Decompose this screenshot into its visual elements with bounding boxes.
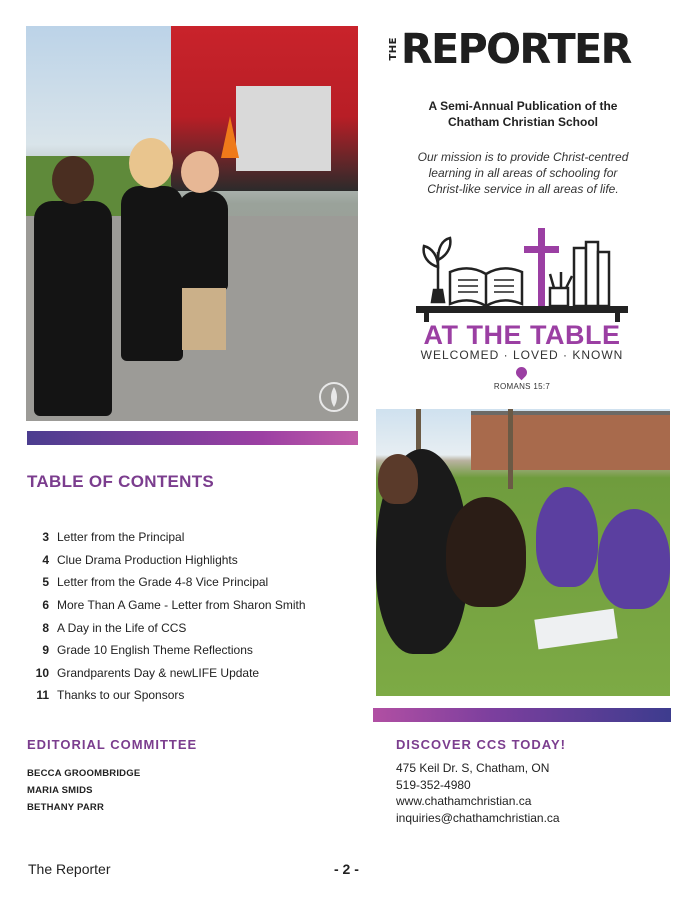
toc-page-number: 5 (42, 575, 49, 590)
mission-line-2: learning in all areas of schooling for (428, 166, 618, 180)
child-3-head (181, 151, 219, 193)
toc-item-title: A Day in the Life of CCS (57, 620, 187, 635)
kids-fire-truck-photo (26, 26, 358, 421)
logo-prefix: THE (388, 37, 399, 61)
student-2 (446, 497, 526, 607)
toc-item[interactable] (27, 549, 357, 572)
editorial-heading: EDITORIAL COMMITTEE (27, 737, 198, 752)
toc-item-title: Letter from the Principal (57, 530, 185, 545)
theme-tagline: WELCOMED · LOVED · KNOWN (420, 348, 624, 362)
toc-item-title: More Than A Game - Letter from Sharon Smith (57, 598, 306, 613)
paper-sheet (534, 609, 617, 650)
open-book-icon (450, 268, 522, 306)
tree-trunk (508, 409, 513, 489)
discover-heading: DISCOVER CCS TODAY! (396, 737, 566, 752)
traffic-cone (221, 116, 239, 158)
school-website-link[interactable]: www.chathamchristian.ca (396, 794, 532, 808)
toc-heading: TABLE OF CONTENTS (27, 472, 215, 491)
child-1-head (52, 156, 94, 204)
editorial-member: BETHANY PARR (27, 802, 104, 813)
truck-panel (236, 86, 331, 171)
toc-item-title: Clue Drama Production Highlights (57, 552, 238, 567)
mission-line-1: Our mission is to provide Christ-centred (417, 150, 629, 164)
subtitle-line-1: A Semi-Annual Publication of the (428, 99, 618, 113)
toc-page-number: 9 (42, 643, 49, 658)
toc-item[interactable] (27, 662, 357, 685)
logo-title: REPORTER (401, 24, 631, 73)
subtitle-line-2: Chatham Christian School (447, 115, 599, 129)
student-4 (598, 509, 670, 609)
school-email-link[interactable]: inquiries@chathamchristian.ca (396, 810, 560, 825)
school-address: 475 Keil Dr. S, Chatham, ON (396, 761, 550, 775)
child-2-head (129, 138, 173, 188)
theme-verse: ROMANS 15:7 (493, 382, 551, 391)
at-the-table-illustration (412, 222, 632, 322)
flame-icon (514, 365, 530, 381)
editorial-member: MARIA SMIDS (27, 785, 93, 796)
child-2 (121, 186, 183, 361)
toc-page-number: 11 (36, 688, 49, 703)
editorial-members (27, 765, 140, 816)
child-1 (34, 201, 112, 416)
child-3-pants (182, 288, 226, 350)
school-phone[interactable]: 519-352-4980 (396, 777, 471, 792)
toc-item[interactable] (27, 639, 357, 662)
student-1-face (378, 454, 418, 504)
ccs-watermark-icon (318, 381, 350, 413)
gradient-divider-left (27, 431, 358, 445)
mission-line-3: Christ-like service in all areas of life. (427, 182, 619, 196)
reporter-logo (388, 24, 656, 74)
stacked-books-icon (574, 242, 609, 306)
footer-page-number: - 2 - (334, 861, 359, 877)
toc-page-number: 10 (35, 665, 49, 680)
pencil-cup-icon (550, 272, 572, 306)
toc-page-number: 8 (42, 620, 49, 635)
toc-item[interactable] (27, 684, 357, 707)
students-lawn-photo (376, 409, 670, 696)
child-3 (178, 191, 228, 291)
toc-item[interactable] (27, 594, 357, 617)
toc-item-title: Grandparents Day & newLIFE Update (57, 665, 260, 680)
toc-page-number: 3 (42, 530, 49, 545)
school-building (471, 415, 670, 470)
toc-item-title: Thanks to our Sponsors (57, 688, 185, 703)
mission-statement (388, 149, 658, 197)
student-3 (536, 487, 598, 587)
editorial-member: BECCA GROOMBRIDGE (27, 768, 141, 779)
plant-icon (424, 238, 451, 302)
toc-item-title: Grade 10 English Theme Reflections (57, 643, 253, 658)
toc-item[interactable] (27, 616, 357, 639)
toc-item-title: Letter from the Grade 4-8 Vice Principal (57, 575, 269, 590)
footer-publication-title: The Reporter (28, 861, 111, 877)
toc-item[interactable] (27, 571, 357, 594)
publication-subtitle (383, 98, 663, 130)
toc-list (27, 526, 357, 707)
toc-page-number: 6 (42, 598, 49, 613)
theme-title: AT THE TABLE (423, 320, 621, 350)
contact-info (396, 760, 560, 826)
toc-item[interactable] (27, 526, 357, 549)
gradient-divider-right (373, 708, 671, 722)
toc-page-number: 4 (42, 552, 49, 567)
